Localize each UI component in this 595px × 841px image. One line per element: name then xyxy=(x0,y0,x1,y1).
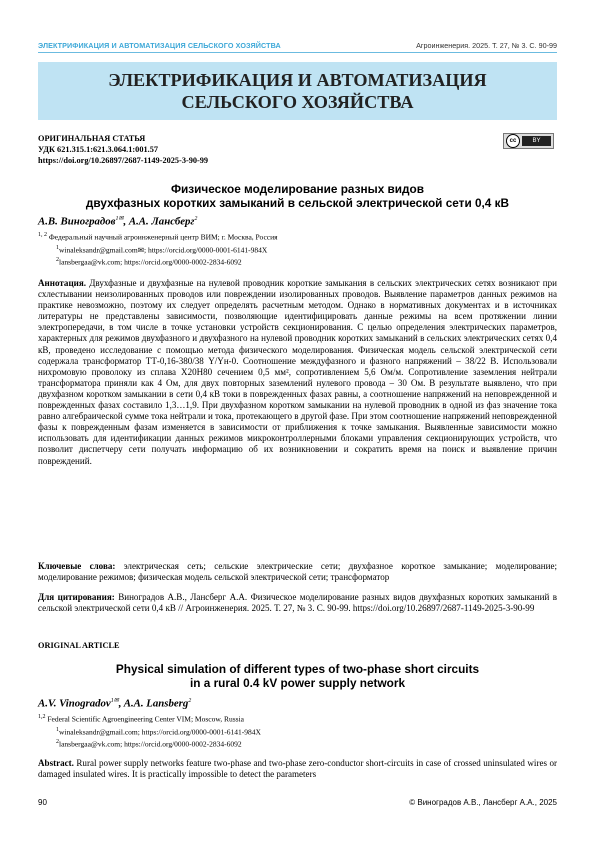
ru-author-1-mark: 1✉ xyxy=(115,216,124,222)
en-contact-2[interactable]: lansbergaa@vk.com; https://orcid.org/0000-0002-2834-6092 xyxy=(59,739,242,749)
ru-abstract-text: Двухфазные и двухфазные на нулевой проводник короткие замыкания в сельских электрических сетях возникают при схлестывании неизолированных проводов или повреждении изолированных проводов. Выявление параметров данных режимов на практике невозможно, поэтому их следует определять расчетным методом. Однако в нормативных документах и в источниках литературы не представлены зависимости, позволяющие идентифицировать данные режимы на всем протяжении линии электропередачи, в том числе в точке установки устройств секционирования. С целью определения электрических параметров, характерных для режимов двухфазного и двухфазного на нулевой проводник коротких замыканий в сельских электрических сетях 0,4 кВ, проведено исследование с помощью метода физического моделирования. Физическая модель сельской электрической сети содержала трансформатор ТТ-0,16-380/38 Y/Yн-0. Соотношение междуфазного и фазного напряжений – 38/22 В. Использовали нихромовую проволоку из сплава Х20Н80 сечением 0,5 мм², сопротивлением 5,6 Ом/м. Сопротивление заземления нейтрали трансформатора приняли как 4 Ом, для двух повторных заземлений нулевого провода – 30 Ом. В результате выявлено, что при двухфазном коротком замыкании в сети 0,4 кВ токи в поврежденных фазах равны, а соотношение напряжений на неповрежденной и поврежденных фазах составило 1,3…1,9. При двухфазном коротком замыкании на нулевой проводник в одной из фаз значение тока равно алгебраической сумме тока нейтрали и тока, протекающего в другой фазе. При этом соотношение напряжений неповрежденной фазы к поврежденным фазам изменяется в зависимости от приближения к точке замыкания. Выявленные зависимости можно использовать для идентификации данных режимов микроконтроллерными блоками управления секционирующих устройств, что позволит диспетчеру сети получать информацию об их возникновении и сократить время на поиск и выявление причин повреждений. xyxy=(38,278,557,466)
ru-citation-label: Для цитирования: xyxy=(38,592,115,602)
section-banner xyxy=(38,62,557,120)
banner-line-2: СЕЛЬСКОГО ХОЗЯЙСТВА xyxy=(181,92,414,112)
ru-keywords xyxy=(38,561,557,583)
ru-abstract-label: Аннотация. xyxy=(38,278,87,288)
page-number: 90 xyxy=(38,798,47,807)
udc-code: УДК 621.315.1:621.3.064.1:001.57 xyxy=(38,145,158,154)
en-abstract-label: Abstract. xyxy=(38,758,74,768)
ru-affiliations xyxy=(38,230,278,268)
en-affiliation: Federal Scientific Agroengineering Center VIM; Moscow, Russia xyxy=(47,714,245,724)
by-icon: BY xyxy=(522,136,551,146)
header-divider xyxy=(38,52,557,53)
en-affiliation-mark: 1,2 xyxy=(38,714,46,720)
ru-keywords-label: Ключевые слова: xyxy=(38,561,116,571)
ru-contact-1[interactable]: winaleksandr@gmail.com✉; https://orcid.org/0000-0001-6141-984X xyxy=(59,245,268,254)
header-citation: Агроинженерия. 2025. Т. 27, № 3. С. 90-99 xyxy=(416,41,557,50)
ru-title xyxy=(38,182,557,210)
ru-abstract xyxy=(38,278,557,467)
copyright: © Виноградов А.В., Лансберг А.А., 2025 xyxy=(409,798,557,807)
en-contact-1[interactable]: winaleksandr@gmail.com; https://orcid.org/0000-0001-6141-984X xyxy=(59,727,261,736)
en-article-type: ORIGINAL ARTICLE xyxy=(38,641,120,650)
ru-affiliation-mark: 1, 2 xyxy=(38,232,47,238)
running-header xyxy=(38,38,557,52)
en-abstract-text: Rural power supply networks feature two-phase and two-phase zero-conductor short-circuits in case of crossed uninsulated wires or damaged insulated wires. It is practically impossible to detect the parameters xyxy=(38,758,557,780)
en-author-2: , A.A. Lansberg xyxy=(118,697,189,710)
cc-icon: cc xyxy=(506,134,520,148)
en-title-line-2: in a rural 0.4 kV power supply network xyxy=(189,676,406,690)
ru-author-2: , А.А. Лансберг xyxy=(123,215,195,228)
doi-link[interactable]: https://doi.org/10.26897/2687-1149-2025-3-90-99 xyxy=(38,156,209,165)
ru-contact-2[interactable]: lansbergaa@vk.com; https://orcid.org/0000-0002-2834-6092 xyxy=(59,257,242,267)
en-contact-2-mark: 2 xyxy=(56,739,59,745)
en-author-1-mark: 1✉ xyxy=(110,698,119,704)
en-author-1: A.V. Vinogradov xyxy=(38,697,111,710)
ru-affiliation: Федеральный научный агроинженерный центр ВИМ; г. Москва, Россия xyxy=(48,232,278,242)
journal-section: ЭЛЕКТРИФИКАЦИЯ И АВТОМАТИЗАЦИЯ СЕЛЬСКОГО ХОЗЯЙСТВА xyxy=(38,41,281,50)
article-type: ОРИГИНАЛЬНАЯ СТАТЬЯ xyxy=(38,134,146,143)
ru-citation xyxy=(38,592,557,614)
ru-author-2-mark: 2 xyxy=(194,216,198,222)
banner-line-1: ЭЛЕКТРИФИКАЦИЯ И АВТОМАТИЗАЦИЯ xyxy=(108,70,487,90)
en-abstract xyxy=(38,758,557,780)
article-meta xyxy=(38,133,208,166)
cc-license-badge[interactable] xyxy=(503,133,554,149)
en-title xyxy=(38,662,557,690)
ru-title-line-2: двухфазных коротких замыканий в сельской электрической сети 0,4 кВ xyxy=(85,196,510,210)
ru-title-line-1: Физическое моделирование разных видов xyxy=(170,182,424,196)
ru-contact-2-mark: 2 xyxy=(56,257,59,263)
ru-citation-text: Виноградов А.В., Лансберг А.А. Физическое моделирование разных видов двухфазных коротких замыканий в сельской электрической сети 0,4 кВ // Агроинженерия. 2025. Т. 27, № 3. С. 90-99. https://doi.org/10.26897/2687-1149-2025-3-90-99 xyxy=(38,592,558,614)
ru-contact-1-mark: 1 xyxy=(56,244,59,251)
en-contact-1-mark: 1 xyxy=(56,726,59,733)
en-title-line-1: Physical simulation of different types of two-phase short circuits xyxy=(115,662,480,676)
ru-author-1: А.В. Виноградов xyxy=(38,215,116,228)
en-author-2-mark: 2 xyxy=(188,698,192,704)
ru-authors xyxy=(38,215,197,228)
ru-keywords-text: электрическая сеть; сельские электрические сети; двухфазное короткое замыкание; моделирование; моделирование режимов; физическая модель сельской электрической сети; трансформатор xyxy=(38,561,557,583)
en-affiliations xyxy=(38,712,261,750)
en-authors xyxy=(38,697,191,710)
